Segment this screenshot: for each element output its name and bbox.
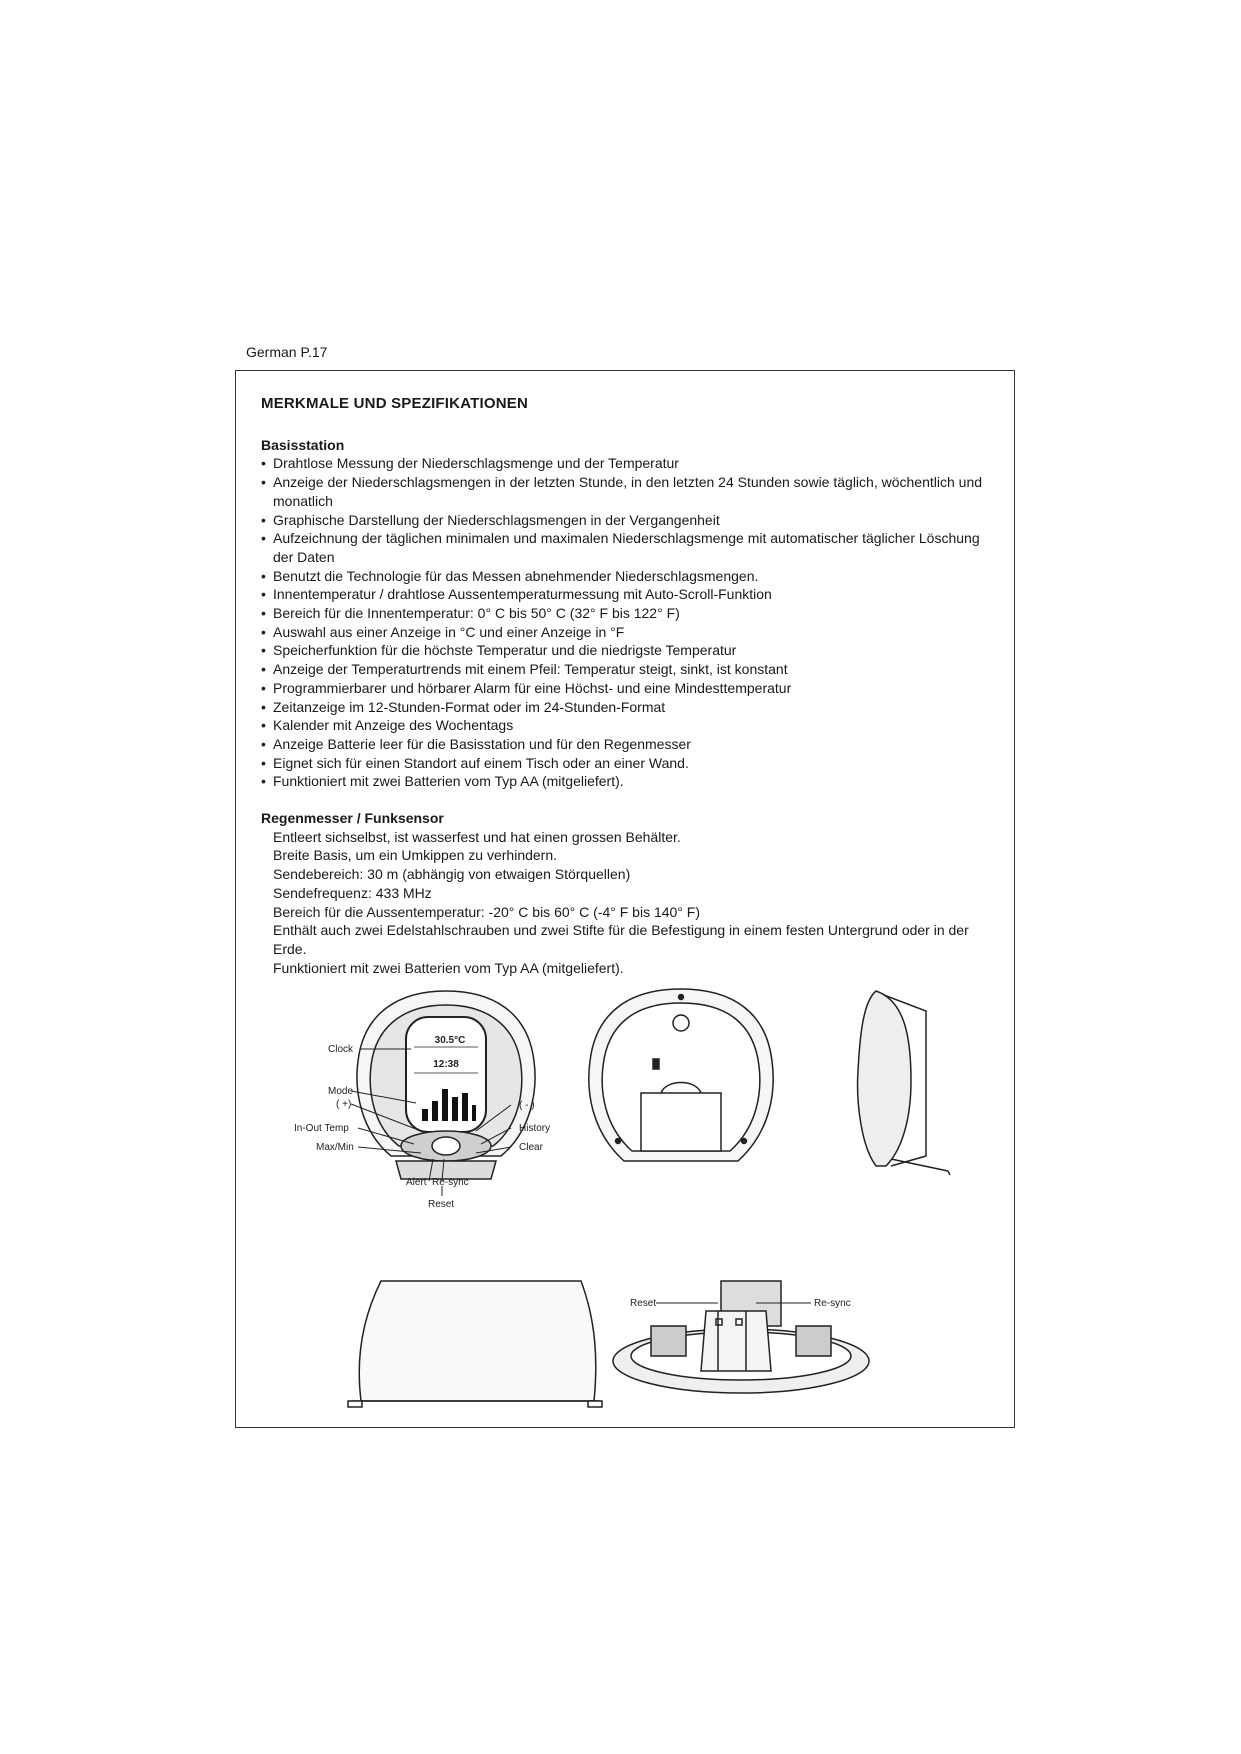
label-max-min: Max/Min xyxy=(316,1142,354,1153)
list-item: • Aufzeichnung der täglichen minimalen und maximalen Niederschlagsmenge mit automatischer täglicher Löschung der Daten xyxy=(261,529,1001,566)
list-item: Enthält auch zwei Edelstahlschrauben und zwei Stifte für die Befestigung in einem festen Untergrund oder in der Erde. xyxy=(273,922,969,957)
base-station-heading: Basisstation xyxy=(261,436,345,453)
list-item: Sendefrequenz: 433 MHz xyxy=(273,884,432,901)
base-station-back-illustration xyxy=(589,989,773,1161)
lcd-time: 12:38 xyxy=(433,1059,459,1070)
product-figures xyxy=(236,981,1016,1421)
base-station-list xyxy=(261,454,1001,791)
label-re-sync: Re-sync xyxy=(432,1177,469,1188)
list-item: • Funktioniert mit zwei Batterien vom Typ AA (mitgeliefert). xyxy=(261,772,1001,791)
label-in-out-temp: In-Out Temp xyxy=(294,1123,349,1134)
list-item: Sendebereich: 30 m (abhängig von etwaigen Störquellen) xyxy=(273,866,631,883)
list-item: Funktioniert mit zwei Batterien vom Typ AA (mitgeliefert). xyxy=(273,959,624,976)
list-item: Breite Basis, um ein Umkippen zu verhindern. xyxy=(273,847,558,864)
spec-content xyxy=(261,395,1001,977)
lcd-temperature: 30.5°C xyxy=(434,1035,466,1046)
label-history: History xyxy=(519,1123,551,1134)
list-item: • Kalender mit Anzeige des Wochentags xyxy=(261,716,1001,735)
product-diagram xyxy=(236,981,1016,1421)
label-sensor-re-sync: Re-sync xyxy=(814,1298,851,1309)
list-item: • Anzeige der Niederschlagsmengen in der letzten Stunde, in den letzten 24 Stunden sowie täglich, wöchentlich und monatlich xyxy=(261,473,1001,510)
rain-gauge-list xyxy=(261,828,1001,978)
list-item: • Programmierbarer und hörbarer Alarm für eine Höchst- und eine Mindesttemperatur xyxy=(261,679,1001,698)
list-item: • Graphische Darstellung der Niederschlagsmengen in der Vergangenheit xyxy=(261,511,1001,530)
list-item: • Drahtlose Messung der Niederschlagsmenge und der Temperatur xyxy=(261,454,1001,473)
label-clear: Clear xyxy=(519,1142,543,1153)
page-label: German P.17 xyxy=(246,344,328,360)
list-item: • Benutzt die Technologie für das Messen abnehmender Niederschlagsmengen. xyxy=(261,567,1001,586)
label-mode: Mode xyxy=(328,1086,354,1097)
label-clock: Clock xyxy=(328,1044,354,1055)
rain-gauge-heading: Regenmesser / Funksensor xyxy=(261,810,444,827)
label-reset: Reset xyxy=(428,1199,455,1210)
list-item: • Bereich für die Innentemperatur: 0° C bis 50° C (32° F bis 122° F) xyxy=(261,604,1001,623)
list-item: Bereich für die Aussentemperatur: -20° C bis 60° C (-4° F bis 140° F) xyxy=(273,903,701,920)
rain-gauge-side-illustration xyxy=(348,1281,602,1407)
label-minus: ( - ) xyxy=(519,1100,535,1111)
list-item: • Anzeige der Temperaturtrends mit einem Pfeil: Temperatur steigt, sinkt, ist konstant xyxy=(261,660,1001,679)
list-item: • Auswahl aus einer Anzeige in °C und einer Anzeige in °F xyxy=(261,623,1001,642)
spec-frame xyxy=(235,370,1015,1428)
list-item: Entleert sichselbst, ist wasserfest und hat einen grossen Behälter. xyxy=(273,828,681,845)
label-sensor-reset: Reset xyxy=(630,1298,657,1309)
base-station-front-illustration xyxy=(357,991,535,1179)
list-item: • Anzeige Batterie leer für die Basisstation und für den Regenmesser xyxy=(261,735,1001,754)
label-alert: Alert xyxy=(406,1177,427,1188)
base-station-side-illustration xyxy=(858,991,950,1175)
list-item: • Innentemperatur / drahtlose Aussentemperaturmessung mit Auto-Scroll-Funktion xyxy=(261,585,1001,604)
page-title: MERKMALE UND SPEZIFIKATIONEN xyxy=(261,395,528,412)
list-item: • Zeitanzeige im 12-Stunden-Format oder im 24-Stunden-Format xyxy=(261,698,1001,717)
label-plus: ( +) xyxy=(336,1099,352,1110)
list-item: • Speicherfunktion für die höchste Temperatur und die niedrigste Temperatur xyxy=(261,641,1001,660)
list-item: • Eignet sich für einen Standort auf einem Tisch oder an einer Wand. xyxy=(261,754,1001,773)
